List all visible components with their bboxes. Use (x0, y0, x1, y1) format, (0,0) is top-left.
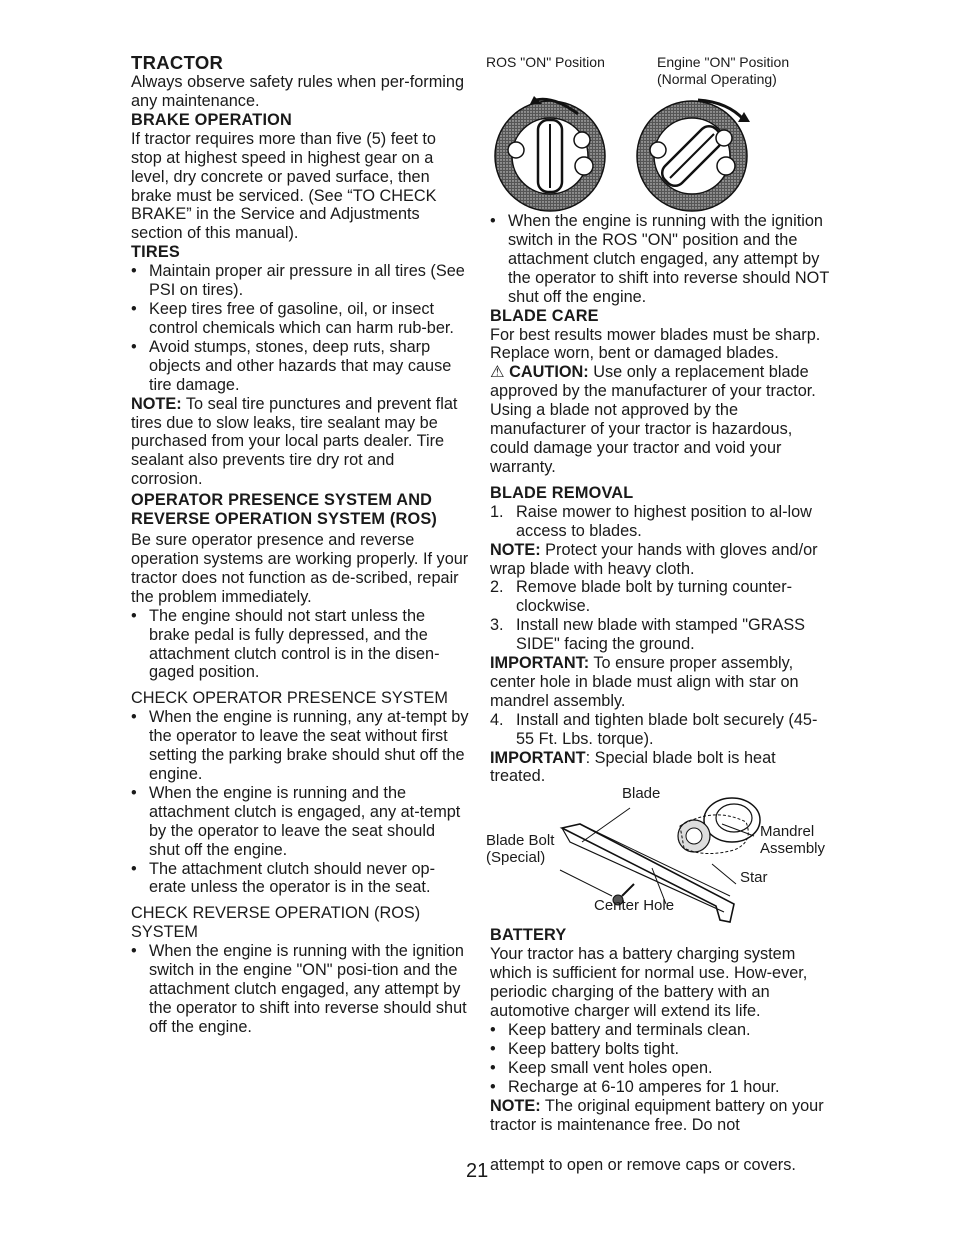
brake-heading: BRAKE OPERATION (131, 110, 292, 129)
important-2 (490, 749, 835, 787)
blade-label: Blade (622, 785, 661, 803)
battery-list (490, 1021, 835, 1097)
brake-text: If tractor requires more than five (5) feet to stop at highest speed in highest gear on a level, dry concrete or paved surface, then brake must be serviced. (See “TO CHECK BRAKE” in the Service and Adjustments section of this manual). (131, 129, 437, 243)
blade-removal-steps-2 (490, 578, 835, 654)
ros-list (490, 212, 835, 307)
step-text: Raise mower to highest position to al-low access to blades. (516, 502, 812, 540)
blade-bolt-label: Blade Bolt (486, 832, 555, 850)
step-number: 4. (490, 710, 504, 729)
blade-care-text: For best results mower blades must be sharp. Replace worn, bent or damaged blades. (490, 325, 821, 363)
list-item (490, 711, 835, 749)
list-item: • Avoid stumps, stones, deep ruts, sharp objects and other hazards that may cause tire damage. (131, 338, 469, 395)
battery-note (490, 1097, 835, 1135)
blade-bolt-special-label: (Special) (486, 849, 546, 867)
list-item (490, 503, 835, 541)
engine-on-caption: Engine "ON" Position (657, 54, 790, 70)
ros-switch-dial (495, 96, 605, 211)
list-item: • Keep small vent holes open. (490, 1059, 835, 1078)
step-text: Remove blade bolt by turning counter-clockwise. (516, 578, 793, 616)
important-label: IMPORTANT (490, 748, 586, 767)
blade-removal-steps-3 (490, 711, 835, 749)
list-item (490, 578, 835, 616)
assembly-label: Assembly (760, 840, 826, 858)
warning-icon: ⚠ (490, 363, 510, 382)
blade-removal-steps-1 (490, 503, 835, 541)
normal-operating-caption: (Normal Operating) (657, 71, 777, 87)
blade-figure (486, 785, 835, 934)
check-ops-heading: CHECK OPERATOR PRESENCE SYSTEM (131, 689, 448, 708)
page-number: 21 (466, 1160, 489, 1182)
note-text: To seal tire punctures and prevent flat tires due to slow leaks, tire sealant may be purchased from your local parts dealer. Tire sealant also prevents tire dry rot and corrosion. (131, 394, 458, 489)
battery-heading: BATTERY (490, 926, 567, 945)
tractor-intro: Always observe safety rules when per-forming any maintenance. (131, 73, 465, 110)
list-item: • When the engine is running with the ignition switch in the ROS "ON" position and the attachment clutch engaged, any attempt by the operator to shift into reverse should NOT shut off the engine. (490, 212, 835, 307)
battery-note-last-line: attempt to open or remove caps or covers. (490, 1156, 796, 1174)
blade-care-heading: BLADE CARE (490, 306, 599, 325)
ros-on-caption: ROS "ON" Position (486, 54, 605, 70)
note-label: NOTE: (490, 1096, 541, 1115)
step-number: 1. (490, 502, 504, 521)
important-text: : Special blade bolt is heat treated. (490, 748, 776, 786)
check-ros-list (131, 942, 469, 1037)
tires-note (131, 395, 469, 490)
list-item: • Keep battery bolts tight. (490, 1040, 835, 1059)
step-number: 3. (490, 616, 504, 635)
left-column (131, 52, 469, 1037)
note-text: Protect your hands with gloves and/or wrap blade with heavy cloth. (490, 540, 818, 578)
ops-text: Be sure operator presence and reverse operation systems are working properly. If your tractor does not function as de-scribed, repair the problem immediately. (131, 531, 469, 606)
list-item: • Recharge at 6-10 amperes for 1 hour. (490, 1078, 835, 1097)
mandrel-label: Mandrel (760, 823, 815, 841)
list-item: • The attachment clutch should never op-erate unless the operator is in the seat. (131, 860, 469, 898)
blade-removal-heading: BLADE REMOVAL (490, 483, 634, 502)
battery-text: Your tractor has a battery charging system which is sufficient for normal use. How-ever, periodic charging of the battery with an automotive charger will extend its life. (490, 945, 808, 1021)
caution-text: Use only a replacement blade approved by the manufacturer of your tractor. Using a blade not approved by the manufacturer of your tractor is hazardous, could damage your tractor and void your warranty. (490, 363, 816, 476)
caution-paragraph (490, 363, 835, 476)
ops-list (131, 607, 469, 683)
important-text: To ensure proper assembly, center hole in blade must align with star on mandrel assembly. (490, 654, 799, 710)
important-label: IMPORTANT: (490, 654, 590, 673)
blade-note (490, 541, 835, 579)
list-item (490, 616, 835, 654)
tires-list (131, 262, 469, 394)
step-text: Install new blade with stamped "GRASS SIDE" facing the ground. (516, 616, 806, 654)
tractor-heading: TRACTOR (131, 52, 224, 73)
tires-heading: TIRES (131, 243, 180, 262)
list-item: • The engine should not start unless the brake pedal is fully depressed, and the attachment clutch control is in the disen-gaged position. (131, 607, 469, 683)
list-item: • When the engine is running and the attachment clutch is engaged, any at-tempt by the operator to leave the seat should shut off the engine. (131, 784, 469, 860)
caution-label: CAUTION: (509, 363, 589, 382)
list-item: • When the engine is running, any at-tempt by the operator to leave the seat without first setting the parking brake should shut off the engine. (131, 708, 469, 784)
right-column (486, 212, 835, 1134)
list-item: • When the engine is running with the ignition switch in the engine "ON" posi-tion and the attachment clutch engaged, any attempt by the operator to shift into reverse should shut off the engine. (131, 942, 469, 1037)
note-label: NOTE: (131, 394, 182, 413)
note-text: The original equipment battery on your tractor is maintenance free. Do not (490, 1096, 824, 1134)
step-text: Install and tighten blade bolt securely (45-55 Ft. Lbs. torque). (516, 710, 818, 748)
check-ros-heading: CHECK REVERSE OPERATION (ROS) SYSTEM (131, 904, 421, 942)
center-hole-label: Center Hole (594, 897, 675, 915)
step-number: 2. (490, 578, 504, 597)
ops-heading: OPERATOR PRESENCE SYSTEM AND REVERSE OPERATION SYSTEM (ROS) (131, 491, 438, 529)
star-label: Star (740, 869, 768, 887)
list-item: • Keep battery and terminals clean. (490, 1021, 835, 1040)
check-ops-list (131, 708, 469, 897)
engine-switch-dial (637, 100, 750, 211)
list-item: • Keep tires free of gasoline, oil, or insect control chemicals which can harm rub-ber. (131, 300, 469, 338)
list-item: • Maintain proper air pressure in all tires (See PSI on tires). (131, 262, 469, 300)
note-label: NOTE: (490, 540, 541, 559)
important-1 (490, 654, 835, 711)
